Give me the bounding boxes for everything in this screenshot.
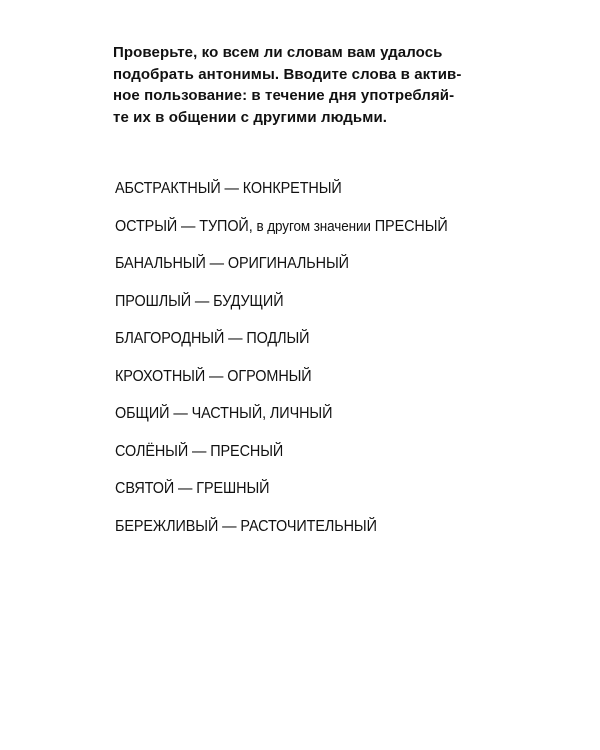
antonym-pair — [115, 178, 543, 216]
instruction-paragraph — [113, 42, 513, 128]
antonym-pair — [115, 478, 543, 516]
antonym-pair-extra: ПРЕСНЫЙ — [374, 217, 448, 235]
antonym-pair-text: БАНАЛЬНЫЙ — ОРИГИНАЛЬНЫЙ — [115, 255, 349, 272]
antonym-pair-text: ОБЩИЙ — ЧАСТНЫЙ, ЛИЧНЫЙ — [115, 405, 333, 422]
antonym-pair-text: АБСТРАКТНЫЙ — КОНКРЕТНЫЙ — [115, 180, 342, 197]
antonym-pair — [115, 441, 543, 479]
instruction-line: ное пользование: в течение дня употребляй- — [113, 87, 455, 104]
antonym-pair — [115, 366, 543, 404]
instruction-line: подобрать антонимы. Вводите слова в актив- — [113, 65, 462, 83]
antonym-pair-text: ПРОШЛЫЙ — БУДУЩИЙ — [115, 292, 284, 310]
antonym-pair-text: БЛАГОРОДНЫЙ — ПОДЛЫЙ — [115, 330, 310, 347]
antonym-pair-text: БЕРЕЖЛИВЫЙ — РАСТОЧИТЕЛЬНЫЙ — [115, 517, 377, 535]
instruction-line: те их в общении с другими людьми. — [113, 108, 388, 126]
antonym-pair — [115, 516, 543, 554]
instruction-line: Проверьте, ко всем ли словам вам удалось — [113, 44, 443, 61]
antonym-pair — [115, 403, 543, 441]
antonym-pair-note: в другом значении — [256, 218, 371, 235]
antonym-pair — [115, 291, 543, 329]
antonym-pair-text: СОЛЁНЫЙ — ПРЕСНЫЙ — [115, 442, 284, 460]
antonym-pair-text: КРОХОТНЫЙ — ОГРОМНЫЙ — [115, 367, 312, 385]
antonym-list — [115, 178, 575, 553]
antonym-pair — [115, 253, 543, 291]
antonym-pair — [115, 328, 543, 366]
antonym-pair — [115, 216, 543, 254]
antonym-pair-text: СВЯТОЙ — ГРЕШНЫЙ — [115, 480, 270, 497]
antonym-pair-text: ОСТРЫЙ — ТУПОЙ, — [115, 217, 253, 235]
